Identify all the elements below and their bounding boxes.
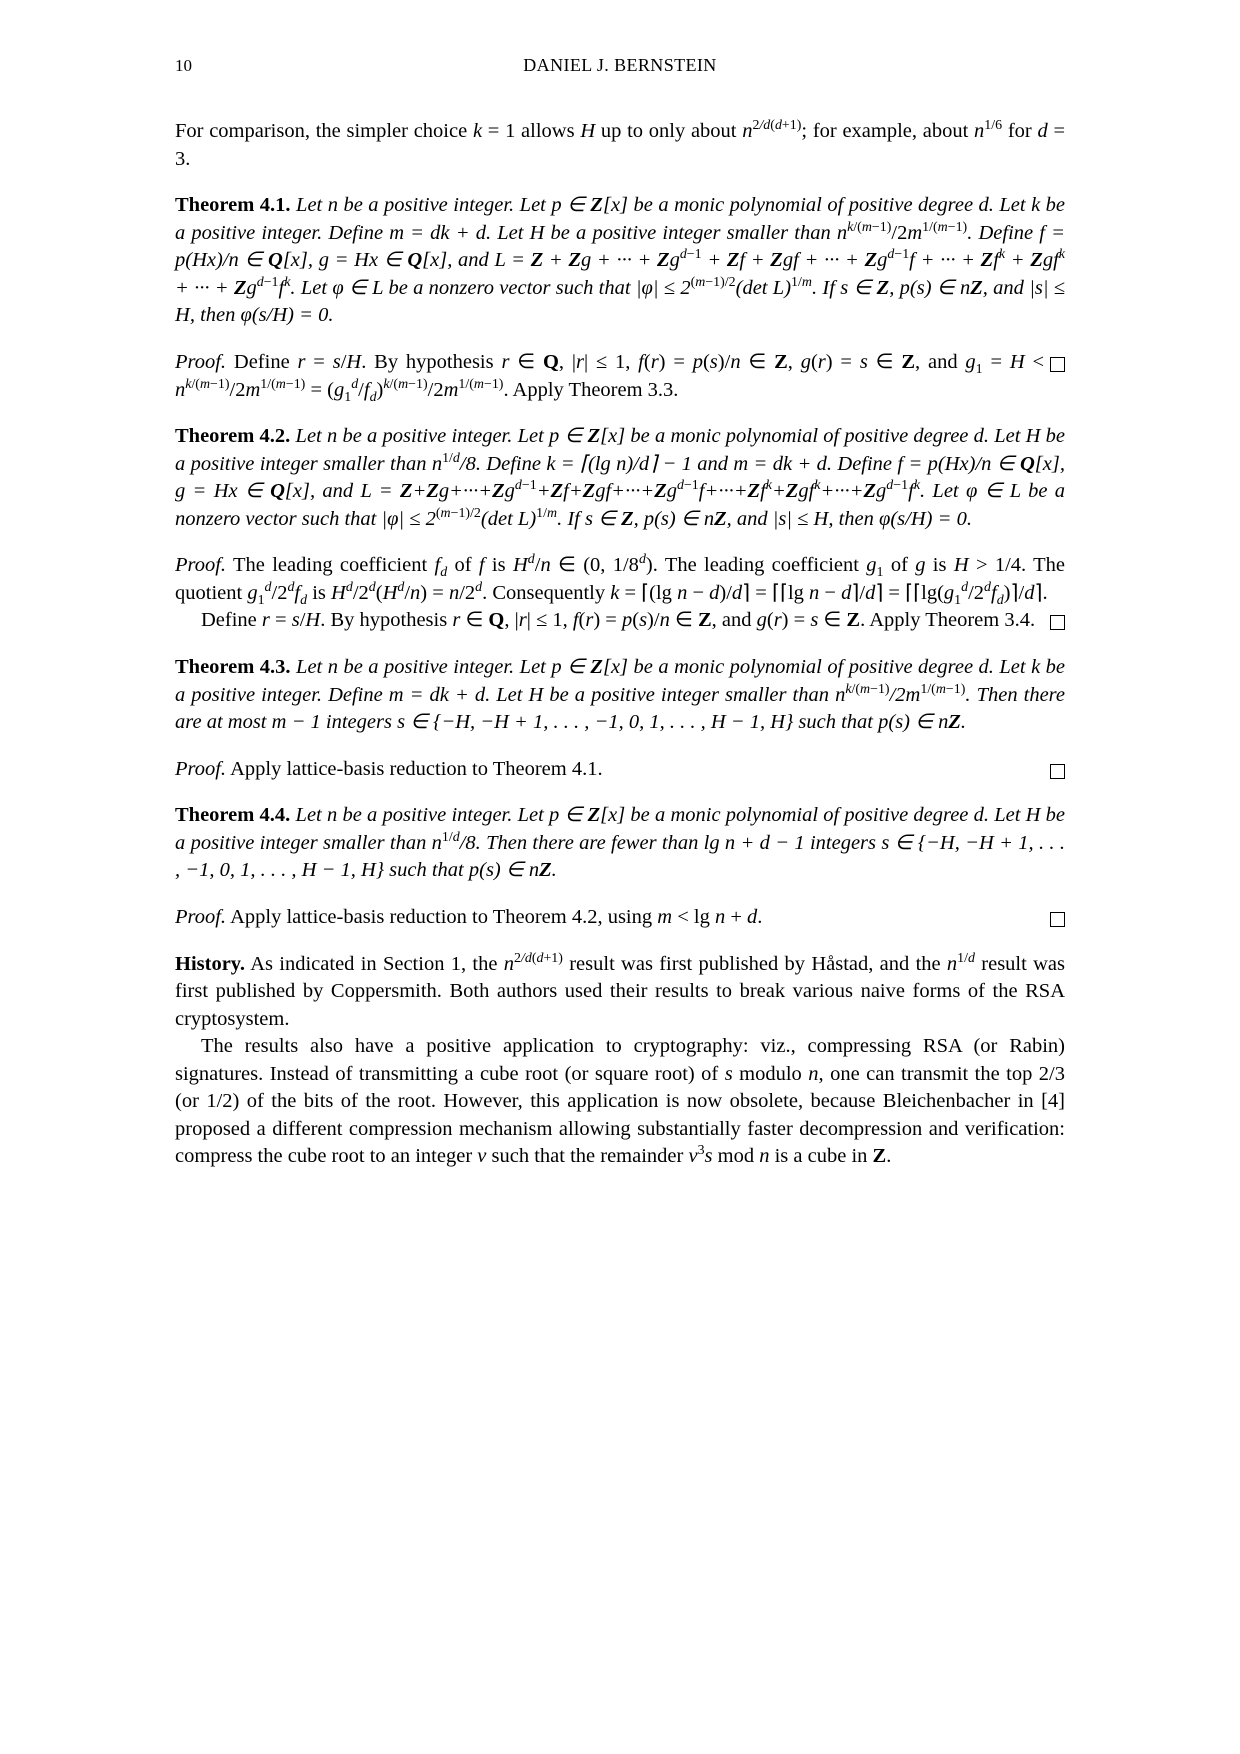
proof-4-1 xyxy=(175,349,1065,404)
proof-4-2-label: Proof. xyxy=(175,554,227,577)
proof-4-3 xyxy=(175,756,1065,784)
qed-box xyxy=(1050,615,1065,630)
theorem-4-4-label: Theorem 4.4. xyxy=(175,804,291,827)
qed-box xyxy=(1050,912,1065,927)
proof-4-4-body: Apply lattice-basis reduction to Theorem 4.2, using m < lg n + d. xyxy=(230,905,763,928)
theorem-4-1-label: Theorem 4.1. xyxy=(175,194,291,217)
history-paragraph-2: The results also have a positive application to cryptography: viz., compressing RSA (or Rabin) signatures. Instead of transmitting a cube root (or square root) of s modulo n, one can transmit the top 2/3 (or 1/2) of the bits of the root. However, this application is now obsolete, because Bleichenbacher in [4] proposed a different compression mechanism allowing substantially faster decompression and verification: compress the cube root to an integer v such that the remainder $v^3s$ mod n is a cube in Z. xyxy=(175,1035,1065,1168)
proof-4-2 xyxy=(175,552,1065,607)
theorem-4-2-label: Theorem 4.2. xyxy=(175,425,291,448)
qed-box xyxy=(1050,764,1065,779)
page-header xyxy=(175,55,1065,76)
history-body: As indicated in Section 1, the $n^{2/d(d+1)}$ result was first published by Håstad, and the $n^{1/d}$ result was first published by Coppersmith. Both authors used their results to break various naive forms of the RSA cryptosystem. xyxy=(175,950,1065,1030)
theorem-4-3-label: Theorem 4.3. xyxy=(175,656,291,678)
history-paragraph xyxy=(175,951,1065,1034)
theorem-4-3-body: Let n be a positive integer. Let p ∈ Z[x] be a monic polynomial of positive degree d. Let k be a positive integer. Define m = dk + d. Let H be a positive integer smaller than $n^{k/(m-1)}/2m^{1/(m-1)}$. Then there are at most m − 1 integers s ∈ {−H, −H + 1, . . . , −1, 0, 1, . . . , H − 1, H} such that p(s) ∈ nZ. xyxy=(175,656,1066,734)
page-number: 10 xyxy=(175,56,192,75)
qed-box xyxy=(1050,357,1065,372)
running-head: DANIEL J. BERNSTEIN xyxy=(523,55,717,75)
history-label: History. xyxy=(175,952,246,975)
theorem-4-3 xyxy=(175,654,1065,737)
proof-4-1-body: Define r = s/H. By hypothesis r ∈ Q, |r| ≤ 1, f(r) = p(s)/n ∈ Z, g(r) = s ∈ Z, and $g_1 = H < n^{k/(m-1)}/2m^{1/(m-1)} = (g_1^d/f_d)^{k/(m-1)}/2m^{1/(m-1)}$. Apply Theorem 3.3. xyxy=(175,351,1044,401)
theorem-4-4 xyxy=(175,802,1065,885)
theorem-4-2-body: Let n be a positive integer. Let p ∈ Z[x] be a monic polynomial of positive degree d. Let H be a positive integer smaller than $n^{1/d}/8$. Define k = ⌈(lg n)/d⌉ − 1 and m = dk + d. Define f = p(Hx)/n ∈ Q[x], g = Hx ∈ Q[x], and $L = Z+Zg+\cdot\cdot\cdot+Zg^{d-1}+Zf+Zgf+\cdot\cdot\cdot+Zg^{d-1}f+\cdot\cdot\cdot+Zf^k+Zgf^k+\cdot\cdot\cdot+Zg^{d-1}f^k$. Let φ ∈ L be a nonzero vector such that $|\varphi| \le 2^{(m-1)/2}(\det$ L)$^{1/m}$. If s ∈ Z, p(s) ∈ nZ, and |s| ≤ H, then φ(s/H) = 0. xyxy=(175,425,1066,530)
proof-4-2-continued: Define r = s/H. By hypothesis r ∈ Q, |r| ≤ 1, f(r) = p(s)/n ∈ Z, and g(r) = s ∈ Z. Apply Theorem 3.4. xyxy=(175,607,1065,635)
proof-4-1-label: Proof. xyxy=(175,350,227,373)
proof-4-3-body: Apply lattice-basis reduction to Theorem 4.1. xyxy=(230,757,603,780)
proof-4-4 xyxy=(175,904,1065,932)
proof-4-4-label: Proof. xyxy=(175,905,227,928)
proof-4-2-body: The leading coefficient $f_d$ of f is $H^d/n$ ∈ (0, 1/8$^d$). The leading coefficient $g_1$ of g is H > 1/4. The quotient $g_1^d/2^df_d$ is $H^d/2^d(H^d/n) = n/2^d$. Consequently k = ⌈(lg n − d)/d⌉ = ⌈⌈lg n − d⌉/d⌉ = $⌈⌈\lg(g_1^d/2^df_d)⌉/d⌉$. xyxy=(175,552,1066,608)
theorem-4-1 xyxy=(175,192,1065,330)
theorem-4-2 xyxy=(175,423,1065,533)
intro-paragraph: For comparison, the simpler choice k = 1 allows H up to only about $n^{2/d(d+1)}$; for example, about $n^{1/6}$ for d = 3. xyxy=(175,118,1066,170)
theorem-4-4-body: Let n be a positive integer. Let p ∈ Z[x] be a monic polynomial of positive degree d. Let H be a positive integer smaller than $n^{1/d}/8$. Then there are fewer than lg n + d − 1 integers s ∈ {−H, −H + 1, . . . , −1, 0, 1, . . . , H − 1, H} such that p(s) ∈ nZ. xyxy=(175,804,1066,882)
proof-4-3-label: Proof. xyxy=(175,757,227,780)
theorem-4-1-body: Let n be a positive integer. Let p ∈ Z[x] be a monic polynomial of positive degree d. Let k be a positive integer. Define m = dk + d. Let H be a positive integer smaller than $n^{k/(m-1)}/2m^{1/(m-1)}$. Define f = p(Hx)/n ∈ Q[x], g = Hx ∈ Q[x], and L = Z + Zg + ··· + $Zg^{d-1} + Zf$ + Zgf + ··· + $Zg^{d-1}f$ + ··· + $Zf^k + Zgf^k$ + ··· + $Zg^{d-1}f^k$. Let φ ∈ L be a nonzero vector such that $|\varphi| \le 2^{(m-1)/2}(\det$ L)$^{1/m}$. If s ∈ Z, p(s) ∈ nZ, and |s| ≤ H, then φ(s/H) = 0. xyxy=(175,194,1066,327)
